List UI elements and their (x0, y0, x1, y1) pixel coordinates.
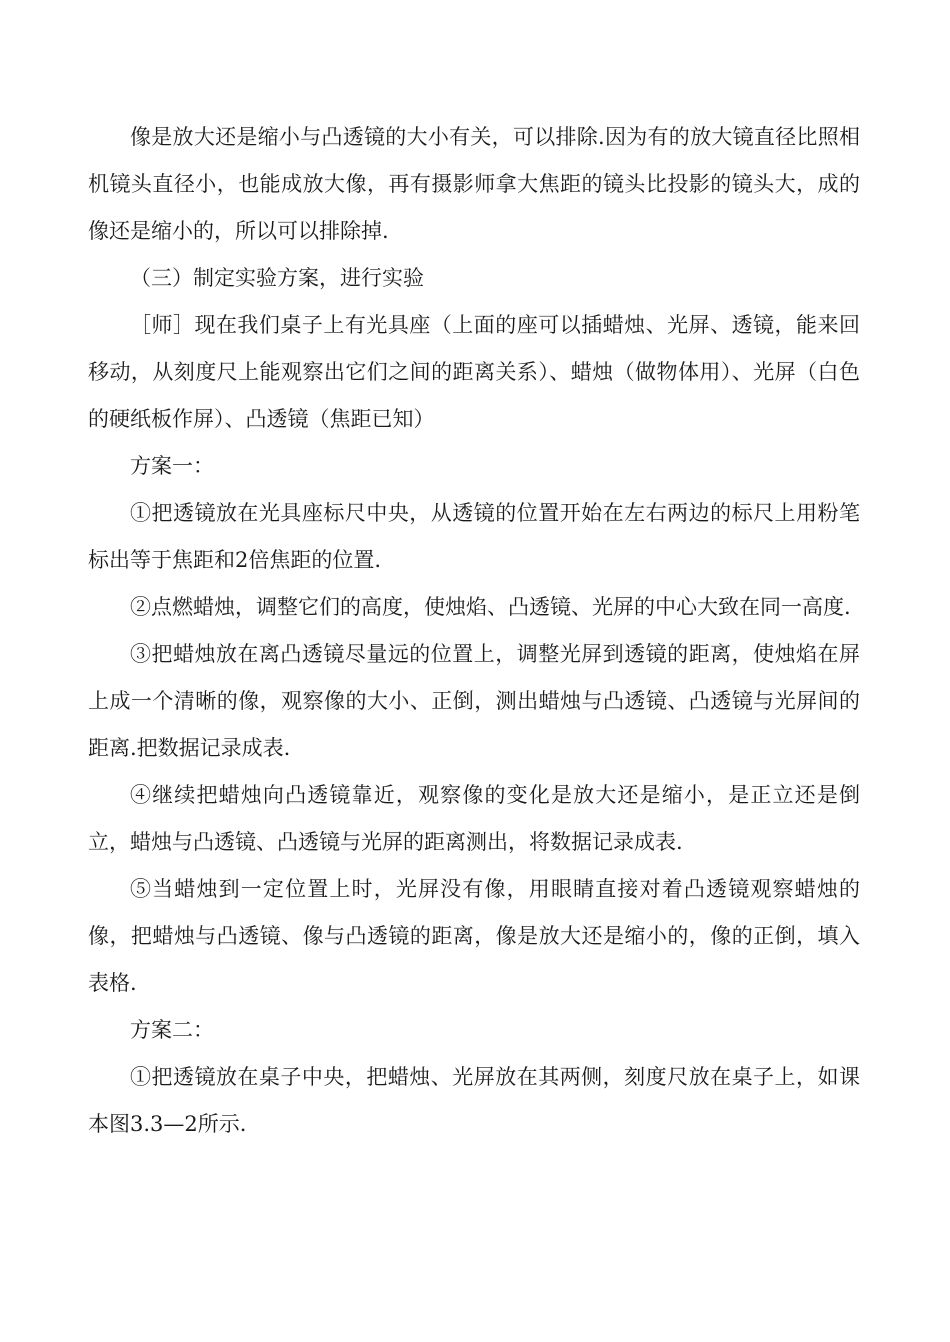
plan-one-heading: 方案一： (130, 454, 214, 478)
plan-one-step-3: ③把蜡烛放在离凸透镜尽量远的位置上，调整光屏到透镜的距离，使烛焰在屏上成一个清晰的像，观察像的大小、正倒，测出蜡烛与凸透镜、凸透镜与光屏间的距离.把数据记录成表. (88, 642, 860, 760)
plan-two-step-1: ①把透镜放在桌子中央，把蜡烛、光屏放在其两侧，刻度尺放在桌子上，如课本图3.3—2所示. (88, 1065, 860, 1136)
plan-one-step-1: ①把透镜放在光具座标尺中央，从透镜的位置开始在左右两边的标尺上用粉笔标出等于焦距和2倍焦距的位置. (88, 501, 860, 572)
plan-two-heading: 方案二： (130, 1018, 214, 1042)
section-heading: （三）制定实验方案，进行实验 (130, 266, 424, 290)
document-body (88, 114, 860, 1148)
plan-one-step-4: ④继续把蜡烛向凸透镜靠近，观察像的变化是放大还是缩小，是正立还是倒立，蜡烛与凸透镜、凸透镜与光屏的距离测出，将数据记录成表. (88, 783, 860, 854)
plan-one-step-2: ②点燃蜡烛，调整它们的高度，使烛焰、凸透镜、光屏的中心大致在同一高度. (130, 595, 851, 619)
paragraph-teacher: ［师］现在我们桌子上有光具座（上面的座可以插蜡烛、光屏、透镜，能来回移动，从刻度尺上能观察出它们之间的距离关系）、蜡烛（做物体用）、光屏（白色的硬纸板作屏）、凸透镜（焦距已知） (88, 313, 860, 431)
plan-one-step-5: ⑤当蜡烛到一定位置上时，光屏没有像，用眼睛直接对着凸透镜观察蜡烛的像，把蜡烛与凸透镜、像与凸透镜的距离，像是放大还是缩小的，像的正倒，填入表格. (88, 877, 860, 995)
paragraph-intro: 像是放大还是缩小与凸透镜的大小有关，可以排除.因为有的放大镜直径比照相机镜头直径小，也能成放大像，再有摄影师拿大焦距的镜头比投影的镜头大，成的像还是缩小的，所以可以排除掉. (88, 125, 860, 243)
